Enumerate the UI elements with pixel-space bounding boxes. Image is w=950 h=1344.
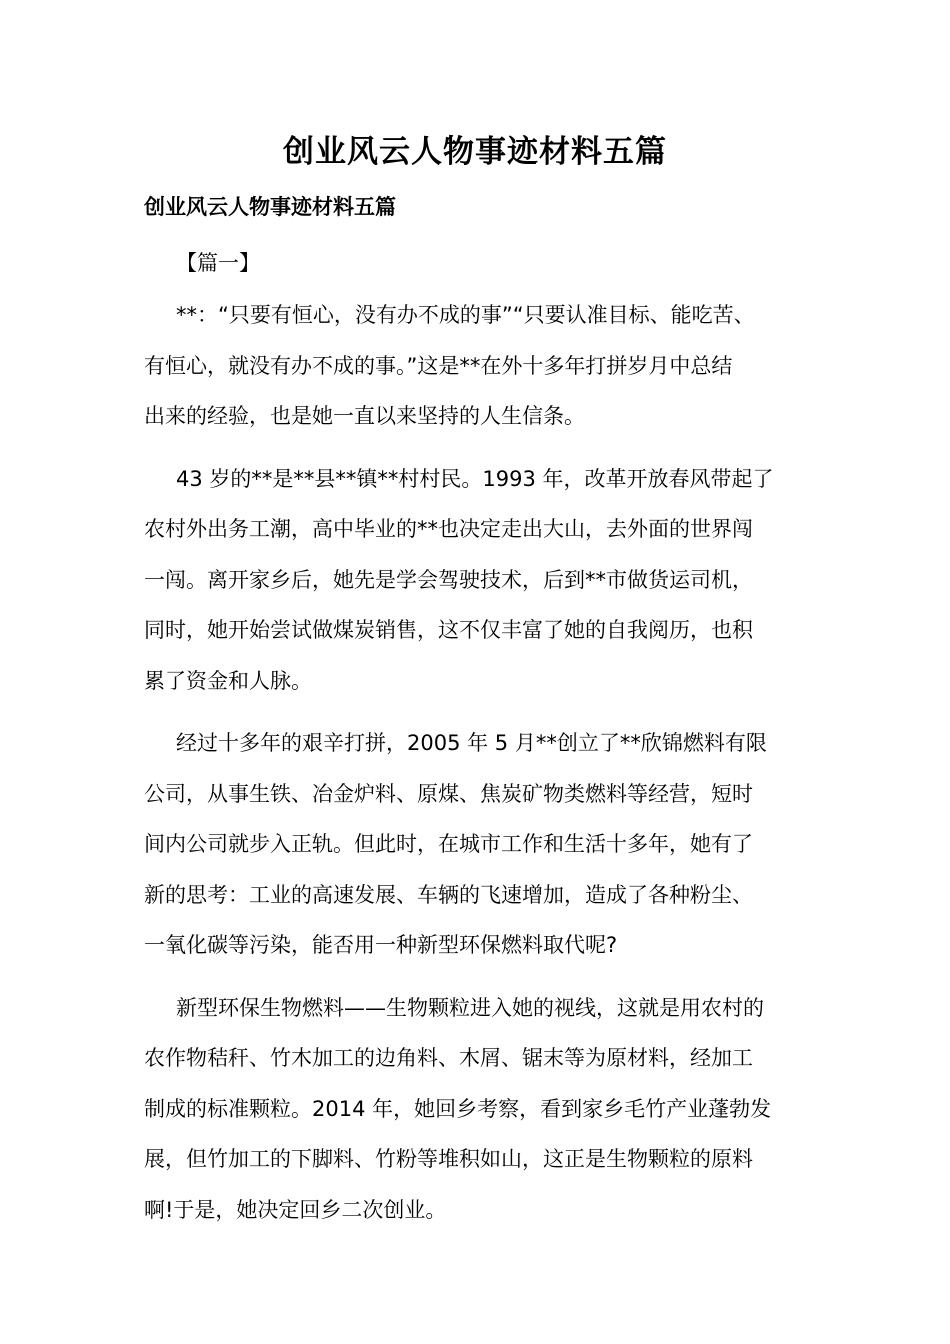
document-subtitle: 创业风云人物事迹材料五篇: [144, 195, 396, 219]
paragraph-line: 一闯。离开家乡后，她先是学会驾驶技术，后到**市做货运司机，: [144, 567, 753, 592]
paragraph-line: 间内公司就步入正轨。但此时，在城市工作和生活十多年，她有了: [144, 832, 753, 856]
paragraph-line: 同时，她开始尝试做煤炭销售，这不仅丰富了她的自我阅历，也积: [144, 618, 753, 642]
paragraph-line: 经过十多年的艰辛打拼，2005 年 5 月**创立了**欣锦燃料有限: [176, 731, 767, 755]
paragraph-line: 累了资金和人脉。: [144, 668, 312, 693]
paragraph-3: [144, 718, 814, 971]
section-label: 【篇一】: [176, 251, 260, 275]
paragraph-line: **：“只要有恒心，没有办不成的事”“只要认准目标、能吃苦、: [176, 303, 755, 327]
paragraph-line: 出来的经验，也是她一直以来坚持的人生信条。: [144, 404, 585, 428]
paragraph-line: 制成的标准颗粒。2014 年，她回乡考察，看到家乡毛竹产业蓬勃发: [144, 1096, 772, 1121]
paragraph-4: [144, 983, 814, 1236]
paragraph-line: 43 岁的**是**县**镇**村村民。1993 年，改革开放春风带起了: [176, 466, 774, 491]
body-text: [144, 290, 814, 1235]
paragraph-line: 啊!于是，她决定回乡二次创业。: [144, 1197, 447, 1222]
paragraph-line: 农作物秸秆、竹木加工的边角料、木屑、锯末等为原材料，经加工: [144, 1046, 753, 1070]
paragraph-line: 展，但竹加工的下脚料、竹粉等堆积如山，这正是生物颗粒的原料: [144, 1147, 753, 1171]
paragraph-line: 农村外出务工潮，高中毕业的**也决定走出大山，去外面的世界闯: [144, 517, 753, 541]
document-title: 创业风云人物事迹材料五篇: [283, 134, 667, 170]
paragraph-line: 有恒心，就没有办不成的事。”这是**在外十多年打拼岁月中总结: [144, 353, 733, 378]
paragraph-line: 公司，从事生铁、冶金炉料、原煤、焦炭矿物类燃料等经营，短时: [144, 781, 753, 806]
paragraph-2: [144, 454, 814, 707]
paragraph-line: 新型环保生物燃料——生物颗粒进入她的视线，这就是用农村的: [176, 995, 764, 1020]
paragraph-1: [144, 290, 814, 442]
paragraph-line: 新的思考：工业的高速发展、车辆的飞速增加，造成了各种粉尘、: [144, 882, 753, 907]
paragraph-line: 一氧化碳等污染，能否用一种新型环保燃料取代呢?: [144, 933, 618, 957]
